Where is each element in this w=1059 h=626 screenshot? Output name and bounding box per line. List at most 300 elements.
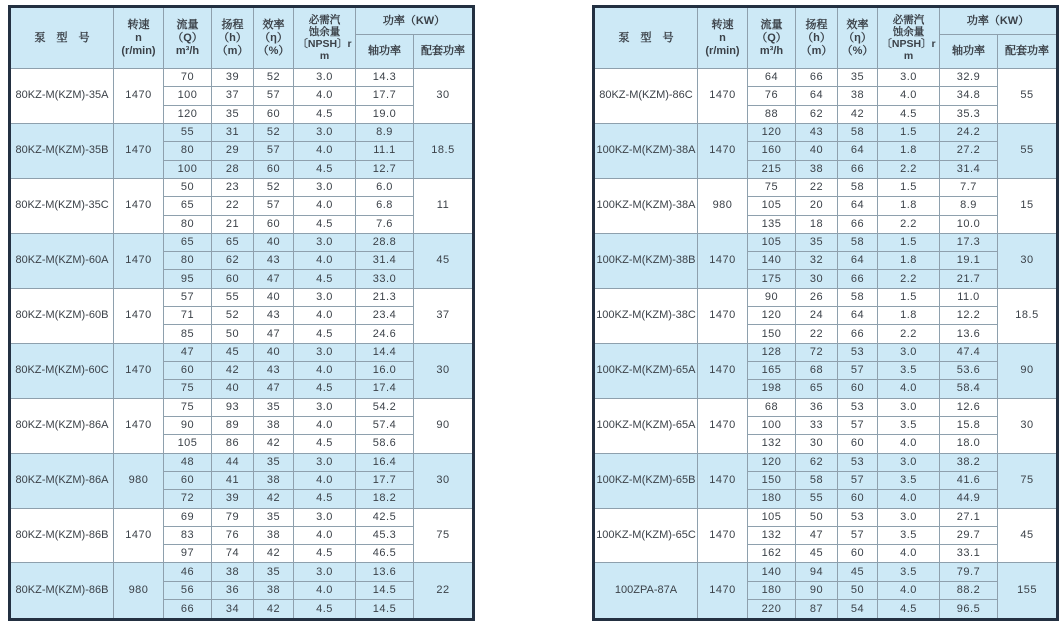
header-line: 转速: [127, 18, 150, 31]
efficiency-cell: 57: [254, 197, 294, 215]
header-line: 扬程: [221, 18, 244, 31]
head-cell: 20: [796, 197, 838, 215]
speed-cell: 1470: [698, 288, 748, 343]
head-cell: 58: [796, 471, 838, 489]
col-header-speed: [114, 7, 164, 69]
head-cell: 62: [212, 252, 254, 270]
flow-cell: 97: [164, 545, 212, 563]
head-cell: 22: [796, 325, 838, 343]
shaft-power-cell: 32.9: [940, 69, 998, 87]
npsh-cell: 1.8: [878, 252, 940, 270]
efficiency-cell: 38: [254, 416, 294, 434]
shaft-power-cell: 17.7: [356, 471, 414, 489]
header-line: 必需汽: [308, 14, 341, 26]
header-line: （η）: [843, 31, 872, 44]
flow-cell: 105: [748, 197, 796, 215]
matched-power-cell: 55: [998, 123, 1058, 178]
flow-cell: 57: [164, 288, 212, 306]
flow-cell: 120: [748, 453, 796, 471]
shaft-power-cell: 13.6: [356, 563, 414, 581]
npsh-cell: 3.5: [878, 526, 940, 544]
efficiency-cell: 52: [254, 123, 294, 141]
efficiency-cell: 64: [838, 252, 878, 270]
header-line: 流量: [176, 18, 199, 31]
table-row: [594, 398, 1058, 416]
npsh-cell: 4.0: [294, 581, 356, 599]
efficiency-cell: 52: [254, 69, 294, 87]
efficiency-cell: 38: [838, 87, 878, 105]
flow-cell: 46: [164, 563, 212, 581]
shaft-power-cell: 24.6: [356, 325, 414, 343]
header-line: （h）: [218, 31, 247, 44]
table-row: [10, 563, 474, 581]
head-cell: 24: [796, 307, 838, 325]
col-header-matched-power: 配套功率: [414, 35, 474, 69]
npsh-cell: 3.0: [294, 453, 356, 471]
efficiency-cell: 35: [254, 453, 294, 471]
npsh-cell: 2.2: [878, 325, 940, 343]
npsh-cell: 4.5: [294, 600, 356, 620]
table-row: [10, 123, 474, 141]
efficiency-cell: 64: [838, 197, 878, 215]
head-cell: 45: [796, 545, 838, 563]
npsh-cell: 4.0: [878, 87, 940, 105]
npsh-cell: 4.5: [294, 380, 356, 398]
col-header-npsh: [294, 7, 356, 69]
flow-cell: 140: [748, 563, 796, 581]
matched-power-cell: 90: [998, 343, 1058, 398]
head-cell: 93: [212, 398, 254, 416]
efficiency-cell: 57: [838, 471, 878, 489]
matched-power-cell: 11: [414, 178, 474, 233]
matched-power-cell: 37: [414, 288, 474, 343]
flow-cell: 180: [748, 581, 796, 599]
model-cell: 100KZ-M(KZM)-65B: [594, 453, 698, 508]
head-cell: 79: [212, 508, 254, 526]
speed-cell: 1470: [698, 123, 748, 178]
head-cell: 33: [796, 416, 838, 434]
efficiency-cell: 53: [838, 343, 878, 361]
head-cell: 23: [212, 178, 254, 196]
shaft-power-cell: 18.2: [356, 490, 414, 508]
flow-cell: 88: [748, 105, 796, 123]
model-cell: 80KZ-M(KZM)-86B: [10, 563, 114, 620]
head-cell: 37: [212, 87, 254, 105]
shaft-power-cell: 17.3: [940, 233, 998, 251]
shaft-power-cell: 44.9: [940, 490, 998, 508]
header-line: (r/min): [121, 44, 156, 57]
npsh-cell: 4.5: [294, 545, 356, 563]
table-row: [594, 508, 1058, 526]
npsh-cell: 3.0: [878, 343, 940, 361]
efficiency-cell: 60: [838, 490, 878, 508]
npsh-cell: 4.5: [294, 160, 356, 178]
efficiency-cell: 57: [838, 416, 878, 434]
matched-power-cell: 18.5: [414, 123, 474, 178]
flow-cell: 132: [748, 526, 796, 544]
header-line: 〔NPSH〕r: [881, 38, 936, 50]
npsh-cell: 4.0: [294, 87, 356, 105]
shaft-power-cell: 34.8: [940, 87, 998, 105]
efficiency-cell: 35: [254, 563, 294, 581]
head-cell: 42: [212, 362, 254, 380]
model-cell: 100KZ-M(KZM)-65C: [594, 508, 698, 563]
matched-power-cell: 75: [414, 508, 474, 563]
header-line: （Q）: [172, 31, 203, 44]
head-cell: 38: [796, 160, 838, 178]
head-cell: 41: [212, 471, 254, 489]
efficiency-cell: 43: [254, 362, 294, 380]
npsh-cell: 3.5: [878, 362, 940, 380]
npsh-cell: 4.0: [878, 581, 940, 599]
pump-spec-table-right: [592, 5, 1059, 621]
flow-cell: 66: [164, 600, 212, 620]
flow-cell: 75: [164, 380, 212, 398]
speed-cell: 1470: [698, 69, 748, 124]
npsh-cell: 4.0: [878, 545, 940, 563]
flow-cell: 71: [164, 307, 212, 325]
matched-power-cell: 30: [998, 233, 1058, 288]
header-line: 〔NPSH〕r: [297, 38, 352, 50]
efficiency-cell: 53: [838, 508, 878, 526]
header-line: m³/h: [759, 44, 784, 57]
head-cell: 68: [796, 362, 838, 380]
flow-cell: 85: [164, 325, 212, 343]
shaft-power-cell: 8.9: [940, 197, 998, 215]
shaft-power-cell: 14.4: [356, 343, 414, 361]
flow-cell: 198: [748, 380, 796, 398]
shaft-power-cell: 35.3: [940, 105, 998, 123]
efficiency-cell: 52: [254, 178, 294, 196]
shaft-power-cell: 7.7: [940, 178, 998, 196]
header-line: m: [903, 50, 914, 62]
shaft-power-cell: 54.2: [356, 398, 414, 416]
efficiency-cell: 57: [254, 142, 294, 160]
shaft-power-cell: 47.4: [940, 343, 998, 361]
npsh-cell: 3.0: [294, 288, 356, 306]
head-cell: 34: [212, 600, 254, 620]
head-cell: 36: [212, 581, 254, 599]
flow-cell: 56: [164, 581, 212, 599]
npsh-cell: 3.0: [294, 69, 356, 87]
col-header-efficiency: [254, 7, 294, 69]
head-cell: 50: [796, 508, 838, 526]
shaft-power-cell: 58.4: [940, 380, 998, 398]
shaft-power-cell: 10.0: [940, 215, 998, 233]
npsh-cell: 3.0: [294, 398, 356, 416]
matched-power-cell: 45: [998, 508, 1058, 563]
head-cell: 62: [796, 105, 838, 123]
shaft-power-cell: 13.6: [940, 325, 998, 343]
table-row: [10, 69, 474, 87]
efficiency-cell: 60: [254, 160, 294, 178]
model-cell: 80KZ-M(KZM)-86A: [10, 453, 114, 508]
flow-cell: 132: [748, 435, 796, 453]
flow-cell: 100: [164, 87, 212, 105]
flow-cell: 75: [164, 398, 212, 416]
efficiency-cell: 38: [254, 526, 294, 544]
head-cell: 66: [796, 69, 838, 87]
table-row: [594, 69, 1058, 87]
head-cell: 65: [212, 233, 254, 251]
flow-cell: 50: [164, 178, 212, 196]
shaft-power-cell: 8.9: [356, 123, 414, 141]
table-row: [594, 178, 1058, 196]
col-header-npsh: [878, 7, 940, 69]
col-header-shaft-power: 轴功率: [940, 35, 998, 69]
head-cell: 21: [212, 215, 254, 233]
model-cell: 80KZ-M(KZM)-60C: [10, 343, 114, 398]
npsh-cell: 3.0: [878, 398, 940, 416]
efficiency-cell: 53: [838, 398, 878, 416]
head-cell: 87: [796, 600, 838, 620]
model-cell: 80KZ-M(KZM)-35A: [10, 69, 114, 124]
shaft-power-cell: 24.2: [940, 123, 998, 141]
flow-cell: 95: [164, 270, 212, 288]
matched-power-cell: 30: [414, 69, 474, 124]
speed-cell: 980: [698, 178, 748, 233]
table-row: [594, 233, 1058, 251]
model-cell: 100KZ-M(KZM)-38B: [594, 233, 698, 288]
col-header-model: [594, 7, 698, 69]
efficiency-cell: 45: [838, 563, 878, 581]
flow-cell: 105: [164, 435, 212, 453]
head-cell: 60: [212, 270, 254, 288]
efficiency-cell: 38: [254, 581, 294, 599]
npsh-cell: 4.5: [294, 435, 356, 453]
flow-cell: 160: [748, 142, 796, 160]
npsh-cell: 4.0: [294, 471, 356, 489]
head-cell: 22: [796, 178, 838, 196]
head-cell: 72: [796, 343, 838, 361]
npsh-cell: 4.5: [294, 490, 356, 508]
flow-cell: 140: [748, 252, 796, 270]
header-line: （%）: [841, 44, 874, 57]
npsh-cell: 4.0: [294, 416, 356, 434]
head-cell: 35: [212, 105, 254, 123]
col-header-speed: [698, 7, 748, 69]
npsh-cell: 4.0: [294, 197, 356, 215]
head-cell: 38: [212, 563, 254, 581]
model-cell: 100KZ-M(KZM)-38A: [594, 123, 698, 178]
head-cell: 65: [796, 380, 838, 398]
table-row: [594, 563, 1058, 581]
flow-cell: 175: [748, 270, 796, 288]
efficiency-cell: 40: [254, 288, 294, 306]
head-cell: 52: [212, 307, 254, 325]
header-line: n: [719, 31, 726, 44]
flow-cell: 128: [748, 343, 796, 361]
shaft-power-cell: 57.4: [356, 416, 414, 434]
col-header-model-label: 泵 型 号: [618, 31, 674, 44]
matched-power-cell: 55: [998, 69, 1058, 124]
flow-cell: 65: [164, 233, 212, 251]
matched-power-cell: 155: [998, 563, 1058, 620]
model-cell: 100ZPA-87A: [594, 563, 698, 620]
head-cell: 22: [212, 197, 254, 215]
speed-cell: 980: [114, 453, 164, 508]
flow-cell: 75: [748, 178, 796, 196]
flow-cell: 105: [748, 508, 796, 526]
npsh-cell: 3.5: [878, 563, 940, 581]
model-cell: 80KZ-M(KZM)-86B: [10, 508, 114, 563]
efficiency-cell: 47: [254, 270, 294, 288]
npsh-cell: 4.5: [878, 105, 940, 123]
header-line: n: [135, 31, 142, 44]
flow-cell: 120: [164, 105, 212, 123]
model-cell: 80KZ-M(KZM)-35B: [10, 123, 114, 178]
head-cell: 44: [212, 453, 254, 471]
efficiency-cell: 43: [254, 252, 294, 270]
shaft-power-cell: 16.4: [356, 453, 414, 471]
npsh-cell: 4.5: [878, 600, 940, 620]
header-line: 效率: [846, 18, 869, 31]
header-line: (r/min): [705, 44, 740, 57]
efficiency-cell: 50: [838, 581, 878, 599]
npsh-cell: 4.5: [294, 105, 356, 123]
table-row: [10, 453, 474, 471]
head-cell: 40: [212, 380, 254, 398]
shaft-power-cell: 18.0: [940, 435, 998, 453]
model-cell: 80KZ-M(KZM)-35C: [10, 178, 114, 233]
shaft-power-cell: 19.1: [940, 252, 998, 270]
model-cell: 100KZ-M(KZM)-65A: [594, 343, 698, 398]
flow-cell: 220: [748, 600, 796, 620]
npsh-cell: 3.0: [294, 233, 356, 251]
shaft-power-cell: 6.0: [356, 178, 414, 196]
header-line: 蚀余量: [892, 26, 925, 38]
header-line: m: [319, 50, 330, 62]
shaft-power-cell: 6.8: [356, 197, 414, 215]
head-cell: 50: [212, 325, 254, 343]
head-cell: 40: [796, 142, 838, 160]
flow-cell: 90: [164, 416, 212, 434]
head-cell: 94: [796, 563, 838, 581]
npsh-cell: 3.0: [878, 508, 940, 526]
table-row: [594, 453, 1058, 471]
npsh-cell: 2.2: [878, 270, 940, 288]
speed-cell: 1470: [114, 508, 164, 563]
efficiency-cell: 58: [838, 233, 878, 251]
head-cell: 47: [796, 526, 838, 544]
shaft-power-cell: 29.7: [940, 526, 998, 544]
col-header-head: [212, 7, 254, 69]
col-header-efficiency: [838, 7, 878, 69]
flow-cell: 150: [748, 325, 796, 343]
header-line: （Q）: [756, 31, 787, 44]
flow-cell: 68: [748, 398, 796, 416]
header-line: （m）: [216, 44, 249, 57]
shaft-power-cell: 31.4: [940, 160, 998, 178]
speed-cell: 1470: [698, 563, 748, 620]
col-header-power-group: 功率（KW）: [356, 7, 474, 35]
npsh-cell: 3.0: [294, 508, 356, 526]
shaft-power-cell: 96.5: [940, 600, 998, 620]
header-line: 扬程: [805, 18, 828, 31]
shaft-power-cell: 7.6: [356, 215, 414, 233]
col-header-flow: [164, 7, 212, 69]
efficiency-cell: 60: [838, 545, 878, 563]
table-row: [10, 178, 474, 196]
npsh-cell: 4.0: [878, 490, 940, 508]
efficiency-cell: 42: [254, 490, 294, 508]
header-line: 必需汽: [892, 14, 925, 26]
col-header-head: [796, 7, 838, 69]
flow-cell: 120: [748, 307, 796, 325]
speed-cell: 1470: [114, 398, 164, 453]
shaft-power-cell: 23.4: [356, 307, 414, 325]
speed-cell: 1470: [698, 233, 748, 288]
speed-cell: 1470: [114, 288, 164, 343]
head-cell: 55: [796, 490, 838, 508]
shaft-power-cell: 12.6: [940, 398, 998, 416]
flow-cell: 165: [748, 362, 796, 380]
flow-cell: 55: [164, 123, 212, 141]
npsh-cell: 4.0: [294, 526, 356, 544]
efficiency-cell: 42: [254, 545, 294, 563]
shaft-power-cell: 16.0: [356, 362, 414, 380]
npsh-cell: 3.0: [294, 563, 356, 581]
npsh-cell: 3.0: [294, 178, 356, 196]
matched-power-cell: 30: [998, 398, 1058, 453]
efficiency-cell: 35: [254, 398, 294, 416]
efficiency-cell: 47: [254, 380, 294, 398]
speed-cell: 1470: [698, 508, 748, 563]
speed-cell: 1470: [114, 233, 164, 288]
shaft-power-cell: 19.0: [356, 105, 414, 123]
shaft-power-cell: 53.6: [940, 362, 998, 380]
flow-cell: 80: [164, 252, 212, 270]
efficiency-cell: 58: [838, 178, 878, 196]
npsh-cell: 1.8: [878, 142, 940, 160]
model-cell: 100KZ-M(KZM)-38A: [594, 178, 698, 233]
npsh-cell: 3.0: [878, 453, 940, 471]
npsh-cell: 2.2: [878, 215, 940, 233]
head-cell: 45: [212, 343, 254, 361]
shaft-power-cell: 14.5: [356, 600, 414, 620]
npsh-cell: 1.8: [878, 197, 940, 215]
speed-cell: 1470: [698, 343, 748, 398]
npsh-cell: 3.0: [294, 123, 356, 141]
efficiency-cell: 64: [838, 142, 878, 160]
shaft-power-cell: 58.6: [356, 435, 414, 453]
matched-power-cell: 30: [414, 343, 474, 398]
col-header-shaft-power: 轴功率: [356, 35, 414, 69]
head-cell: 35: [796, 233, 838, 251]
head-cell: 29: [212, 142, 254, 160]
flow-cell: 90: [748, 288, 796, 306]
npsh-cell: 4.0: [294, 307, 356, 325]
model-cell: 100KZ-M(KZM)-65A: [594, 398, 698, 453]
npsh-cell: 4.0: [294, 142, 356, 160]
efficiency-cell: 58: [838, 288, 878, 306]
col-header-flow: [748, 7, 796, 69]
flow-cell: 105: [748, 233, 796, 251]
shaft-power-cell: 79.7: [940, 563, 998, 581]
npsh-cell: 1.5: [878, 233, 940, 251]
flow-cell: 162: [748, 545, 796, 563]
efficiency-cell: 40: [254, 343, 294, 361]
npsh-cell: 4.5: [294, 215, 356, 233]
speed-cell: 1470: [114, 178, 164, 233]
shaft-power-cell: 15.8: [940, 416, 998, 434]
pump-spec-table-left: [8, 5, 475, 621]
flow-cell: 80: [164, 142, 212, 160]
efficiency-cell: 35: [838, 69, 878, 87]
head-cell: 90: [796, 581, 838, 599]
shaft-power-cell: 31.4: [356, 252, 414, 270]
speed-cell: 1470: [698, 398, 748, 453]
